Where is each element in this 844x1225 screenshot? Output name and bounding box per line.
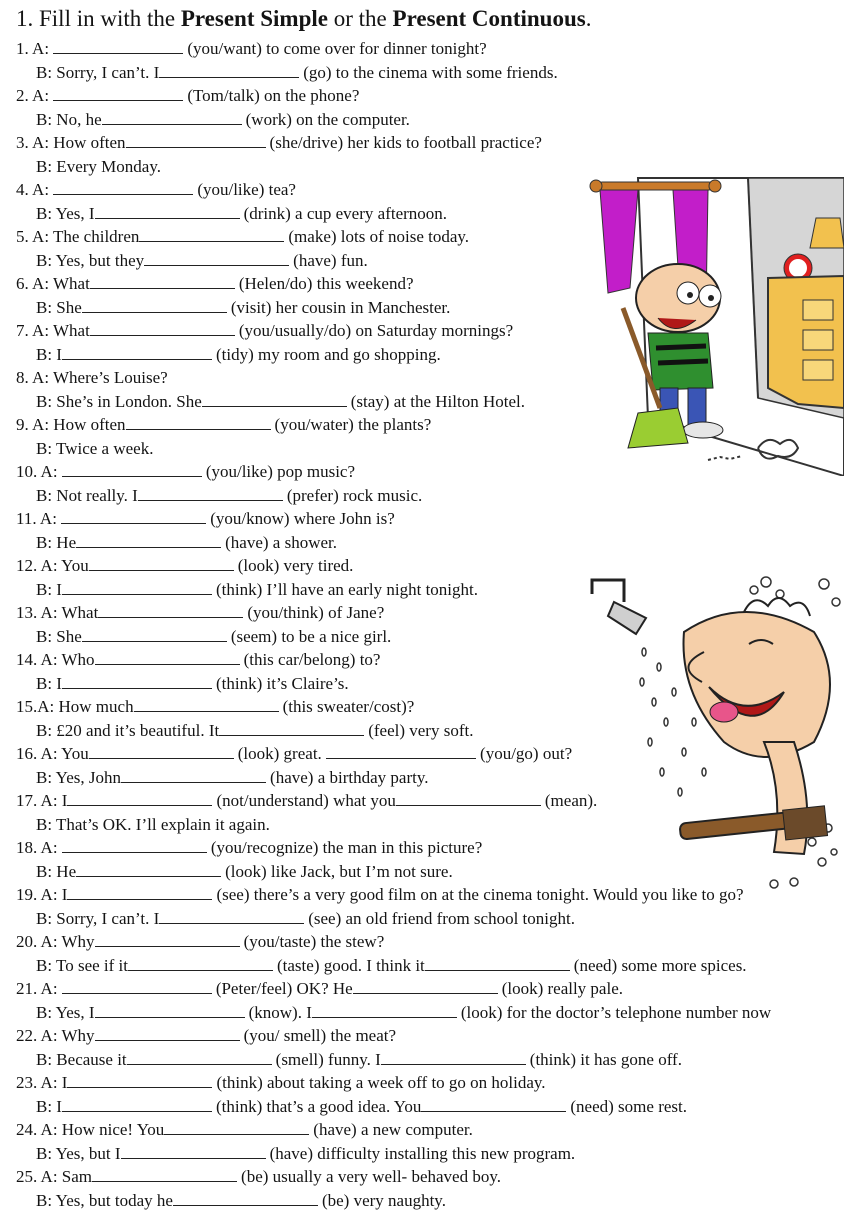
exercise-line bbox=[16, 556, 353, 576]
exercise-line bbox=[16, 509, 395, 529]
answer-blank[interactable] bbox=[90, 274, 235, 289]
line-text: (make) lots of noise today. bbox=[288, 227, 470, 246]
answer-blank[interactable] bbox=[89, 744, 234, 759]
answer-blank[interactable] bbox=[121, 768, 266, 783]
line-text: B: He bbox=[36, 533, 77, 552]
line-text: B: Yes, but they bbox=[36, 251, 145, 270]
exercise-title: 1. Fill in with the Present Simple or the Present Continuous. bbox=[16, 6, 592, 31]
answer-blank[interactable] bbox=[53, 86, 183, 101]
answer-blank[interactable] bbox=[76, 862, 221, 877]
exercise-line bbox=[36, 1003, 771, 1023]
line-text: 13. A: What bbox=[16, 603, 99, 622]
line-text: 19. A: I bbox=[16, 885, 68, 904]
line-text: 16. A: You bbox=[16, 744, 89, 763]
answer-blank[interactable] bbox=[127, 1050, 272, 1065]
line-text: B: Not really. I bbox=[36, 486, 138, 505]
exercise-line bbox=[16, 274, 414, 294]
exercise-line bbox=[36, 1191, 446, 1211]
line-text: 14. A: Who bbox=[16, 650, 95, 669]
answer-blank[interactable] bbox=[126, 133, 266, 148]
line-text: (you/ smell) the meat? bbox=[243, 1026, 397, 1045]
answer-blank[interactable] bbox=[128, 956, 273, 971]
answer-blank[interactable] bbox=[121, 1144, 266, 1159]
exercise-line bbox=[36, 392, 525, 412]
answer-blank[interactable] bbox=[53, 180, 193, 195]
line-text: (look) very tired. bbox=[237, 556, 354, 575]
answer-blank[interactable] bbox=[219, 721, 364, 736]
line-text: (you/want) to come over for dinner tonight? bbox=[187, 39, 487, 58]
answer-blank[interactable] bbox=[144, 251, 289, 266]
exercise-line bbox=[36, 580, 478, 600]
answer-blank[interactable] bbox=[95, 1003, 245, 1018]
line-text: B: That’s OK. I’ll explain it again. bbox=[36, 815, 270, 834]
exercise-line bbox=[16, 791, 597, 811]
line-text: B: Every Monday. bbox=[36, 157, 161, 176]
line-text: 17. A: I bbox=[16, 791, 68, 810]
line-text: (smell) funny. I bbox=[275, 1050, 381, 1069]
answer-blank[interactable] bbox=[164, 1120, 309, 1135]
line-text: (Helen/do) this weekend? bbox=[238, 274, 414, 293]
line-text: B: To see if it bbox=[36, 956, 128, 975]
line-text: (look) like Jack, but I’m not sure. bbox=[225, 862, 453, 881]
answer-blank[interactable] bbox=[95, 932, 240, 947]
exercise-line bbox=[36, 439, 153, 459]
line-text: B: I bbox=[36, 345, 62, 364]
answer-blank[interactable] bbox=[82, 298, 227, 313]
answer-blank[interactable] bbox=[62, 979, 212, 994]
line-text: 4. A: bbox=[16, 180, 54, 199]
exercise-line bbox=[16, 932, 384, 952]
line-text: B: She bbox=[36, 627, 82, 646]
line-text: (you/water) the plants? bbox=[274, 415, 432, 434]
line-text: (you/recognize) the man in this picture? bbox=[210, 838, 483, 857]
line-text: 18. A: bbox=[16, 838, 62, 857]
line-text: (be) usually a very well- behaved boy. bbox=[241, 1167, 501, 1186]
line-text: 20. A: Why bbox=[16, 932, 95, 951]
answer-blank[interactable] bbox=[95, 650, 240, 665]
man-in-shower-illustration bbox=[584, 572, 844, 890]
line-text: (think) it’s Claire’s. bbox=[215, 674, 349, 693]
exercise-line bbox=[36, 157, 161, 177]
line-text: (see) an old friend from school tonight. bbox=[308, 909, 575, 928]
line-text: (not/understand) what you bbox=[216, 791, 396, 810]
exercise-line bbox=[16, 650, 380, 670]
answer-blank[interactable] bbox=[90, 321, 235, 336]
line-text: B: He bbox=[36, 862, 77, 881]
answer-blank[interactable] bbox=[396, 791, 541, 806]
exercise-line bbox=[16, 603, 384, 623]
line-text: B: Yes, I bbox=[36, 1003, 95, 1022]
exercise-line bbox=[36, 909, 575, 929]
line-text: (taste) good. I think it bbox=[277, 956, 425, 975]
line-text: (you/usually/do) on Saturday mornings? bbox=[238, 321, 514, 340]
line-text: 11. A: bbox=[16, 509, 62, 528]
line-text: 5. A: The children bbox=[16, 227, 140, 246]
answer-blank[interactable] bbox=[53, 39, 183, 54]
line-text: (have) difficulty installing this new program. bbox=[269, 1144, 576, 1163]
answer-blank[interactable] bbox=[95, 204, 240, 219]
line-text: (think) it has gone off. bbox=[529, 1050, 682, 1069]
line-text: 23. A: I bbox=[16, 1073, 68, 1092]
line-text: (this car/belong) to? bbox=[243, 650, 381, 669]
line-text: B: £20 and it’s beautiful. It bbox=[36, 721, 220, 740]
exercise-line bbox=[16, 368, 168, 388]
line-text: (need) some rest. bbox=[570, 1097, 687, 1116]
line-text: 12. A: You bbox=[16, 556, 89, 575]
line-text: (have) a shower. bbox=[225, 533, 338, 552]
line-text: B: Sorry, I can’t. I bbox=[36, 63, 160, 82]
line-text: (work) on the computer. bbox=[245, 110, 410, 129]
answer-blank[interactable] bbox=[98, 603, 243, 618]
exercise-line bbox=[16, 39, 487, 59]
answer-blank[interactable] bbox=[67, 791, 212, 806]
line-text: B: She bbox=[36, 298, 82, 317]
line-text: (you/think) of Jane? bbox=[247, 603, 385, 622]
exercise-line bbox=[16, 180, 296, 200]
exercise-line bbox=[16, 1120, 473, 1140]
answer-blank[interactable] bbox=[326, 744, 476, 759]
line-text: (she/drive) her kids to football practice? bbox=[269, 133, 542, 152]
line-text: (prefer) rock music. bbox=[286, 486, 423, 505]
exercise-line bbox=[16, 1167, 501, 1187]
line-text: (feel) very soft. bbox=[368, 721, 474, 740]
answer-blank[interactable] bbox=[138, 486, 283, 501]
line-text: (stay) at the Hilton Hotel. bbox=[350, 392, 525, 411]
answer-blank[interactable] bbox=[76, 533, 221, 548]
line-text: (this sweater/cost)? bbox=[282, 697, 415, 716]
line-text: 7. A: What bbox=[16, 321, 90, 340]
answer-blank[interactable] bbox=[62, 674, 212, 689]
exercise-line bbox=[36, 345, 441, 365]
line-text: (think) about taking a week off to go on holiday. bbox=[216, 1073, 546, 1092]
line-text: (mean). bbox=[544, 791, 598, 810]
line-text: (go) to the cinema with some friends. bbox=[303, 63, 558, 82]
exercise-line bbox=[36, 815, 270, 835]
exercise-line bbox=[16, 1073, 546, 1093]
line-text: (have) a birthday party. bbox=[270, 768, 429, 787]
line-text: 10. A: bbox=[16, 462, 62, 481]
answer-blank[interactable] bbox=[67, 885, 212, 900]
exercise-line bbox=[36, 204, 447, 224]
line-text: (seem) to be a nice girl. bbox=[230, 627, 392, 646]
exercise-line bbox=[16, 1026, 396, 1046]
line-text: 1. A: bbox=[16, 39, 54, 58]
line-text: B: Yes, John bbox=[36, 768, 122, 787]
answer-blank[interactable] bbox=[102, 110, 242, 125]
exercise-line bbox=[36, 298, 450, 318]
line-text: B: I bbox=[36, 674, 62, 693]
answer-blank[interactable] bbox=[202, 392, 347, 407]
line-text: (think) that’s a good idea. You bbox=[215, 1097, 422, 1116]
line-text: (look) really pale. bbox=[501, 979, 623, 998]
line-text: (see) there’s a very good film on at the cinema tonight. Would you like to go? bbox=[216, 885, 744, 904]
line-text: B: Yes, I bbox=[36, 204, 95, 223]
answer-blank[interactable] bbox=[159, 909, 304, 924]
exercise-line bbox=[36, 1097, 687, 1117]
line-text: (look) great. bbox=[237, 744, 327, 763]
answer-blank[interactable] bbox=[62, 838, 207, 853]
answer-blank[interactable] bbox=[353, 979, 498, 994]
line-text: B: I bbox=[36, 580, 62, 599]
exercise-line bbox=[36, 251, 368, 271]
exercise-line bbox=[36, 768, 428, 788]
answer-blank[interactable] bbox=[159, 63, 299, 78]
answer-blank[interactable] bbox=[139, 227, 284, 242]
line-text: B: Sorry, I can’t. I bbox=[36, 909, 160, 928]
exercise-line bbox=[36, 674, 349, 694]
exercise-line bbox=[16, 415, 431, 435]
answer-blank[interactable] bbox=[62, 580, 212, 595]
boy-sweeping-room-illustration bbox=[578, 168, 844, 476]
answer-blank[interactable] bbox=[61, 509, 206, 524]
line-text: B: Yes, but I bbox=[36, 1144, 121, 1163]
line-text: 21. A: bbox=[16, 979, 62, 998]
answer-blank[interactable] bbox=[421, 1097, 566, 1112]
exercise-line bbox=[36, 956, 747, 976]
line-text: (tidy) my room and go shopping. bbox=[215, 345, 441, 364]
line-text: (Peter/feel) OK? He bbox=[215, 979, 353, 998]
line-text: 8. A: Where’s Louise? bbox=[16, 368, 168, 387]
line-text: (need) some more spices. bbox=[573, 956, 747, 975]
exercise-line bbox=[16, 697, 414, 717]
line-text: (have) a new computer. bbox=[313, 1120, 473, 1139]
answer-blank[interactable] bbox=[82, 627, 227, 642]
line-text: B: No, he bbox=[36, 110, 102, 129]
exercise-line bbox=[16, 744, 572, 764]
answer-blank[interactable] bbox=[134, 697, 279, 712]
answer-blank[interactable] bbox=[312, 1003, 457, 1018]
exercise-line bbox=[36, 533, 337, 553]
line-text: (be) very naughty. bbox=[321, 1191, 446, 1210]
answer-blank[interactable] bbox=[62, 345, 212, 360]
exercise-line bbox=[36, 1144, 575, 1164]
answer-blank[interactable] bbox=[425, 956, 570, 971]
exercise-line bbox=[36, 627, 391, 647]
answer-blank[interactable] bbox=[62, 1097, 212, 1112]
line-text: B: She’s in London. She bbox=[36, 392, 202, 411]
line-text: (you/like) pop music? bbox=[205, 462, 356, 481]
line-text: (Tom/talk) on the phone? bbox=[187, 86, 360, 105]
line-text: 22. A: Why bbox=[16, 1026, 95, 1045]
line-text: 2. A: bbox=[16, 86, 54, 105]
line-text: 15.A: How much bbox=[16, 697, 134, 716]
line-text: (look) for the doctor’s telephone number now bbox=[460, 1003, 772, 1022]
answer-blank[interactable] bbox=[92, 1167, 237, 1182]
answer-blank[interactable] bbox=[95, 1026, 240, 1041]
line-text: 9. A: How often bbox=[16, 415, 126, 434]
line-text: (drink) a cup every afternoon. bbox=[243, 204, 448, 223]
exercise-line bbox=[36, 110, 410, 130]
line-text: 25. A: Sam bbox=[16, 1167, 93, 1186]
exercise-line bbox=[16, 462, 355, 482]
line-text: (visit) her cousin in Manchester. bbox=[230, 298, 451, 317]
line-text: (you/taste) the stew? bbox=[243, 932, 385, 951]
line-text: (know). I bbox=[248, 1003, 312, 1022]
line-text: B: I bbox=[36, 1097, 62, 1116]
exercise-line bbox=[16, 979, 623, 999]
line-text: B: Yes, but today he bbox=[36, 1191, 173, 1210]
exercise-line bbox=[16, 86, 359, 106]
answer-blank[interactable] bbox=[62, 462, 202, 477]
exercise-line bbox=[16, 133, 542, 153]
answer-blank[interactable] bbox=[173, 1191, 318, 1206]
exercise-line bbox=[36, 862, 453, 882]
answer-blank[interactable] bbox=[89, 556, 234, 571]
line-text: (you/go) out? bbox=[480, 744, 573, 763]
answer-blank[interactable] bbox=[126, 415, 271, 430]
line-text: (have) fun. bbox=[293, 251, 368, 270]
line-text: (you/know) where John is? bbox=[210, 509, 395, 528]
answer-blank[interactable] bbox=[67, 1073, 212, 1088]
exercise-line bbox=[36, 1050, 682, 1070]
line-text: (think) I’ll have an early night tonight. bbox=[215, 580, 478, 599]
exercise-line bbox=[36, 721, 473, 741]
line-text: (you/like) tea? bbox=[197, 180, 296, 199]
answer-blank[interactable] bbox=[381, 1050, 526, 1065]
line-text: 3. A: How often bbox=[16, 133, 126, 152]
exercise-line bbox=[36, 486, 422, 506]
exercise-line bbox=[16, 227, 469, 247]
line-text: B: Twice a week. bbox=[36, 439, 154, 458]
line-text: 6. A: What bbox=[16, 274, 90, 293]
exercise-line bbox=[16, 838, 482, 858]
exercise-line bbox=[36, 63, 558, 83]
line-text: 24. A: How nice! You bbox=[16, 1120, 165, 1139]
line-text: B: Because it bbox=[36, 1050, 127, 1069]
exercise-line bbox=[16, 321, 513, 341]
